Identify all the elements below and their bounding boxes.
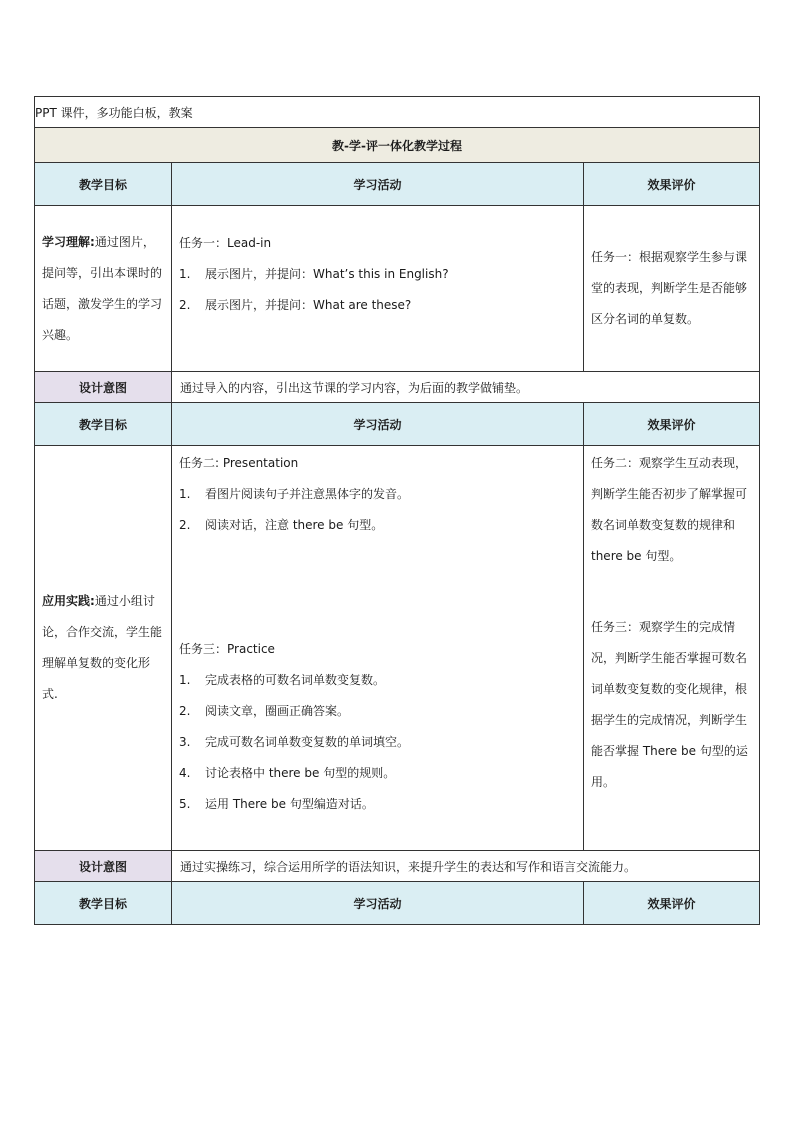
section1-goal-label: 学习理解: xyxy=(42,234,95,249)
intent2-label: 设计意图 xyxy=(35,851,172,882)
section2-goal-text: 应用实践:通过小组讨论，合作交流，学生能理解单复数的变化形式. xyxy=(42,594,163,701)
task2-title: 任务二: Presentation xyxy=(179,456,299,470)
task1-step-2: 2. 展示图片，并提问：What are these? xyxy=(179,298,412,312)
task2-step-2: 2. 阅读对话，注意 there be 句型。 xyxy=(179,518,384,532)
evaluation-gap xyxy=(591,572,752,612)
banner-title: 教-学-评一体化教学过程 xyxy=(35,128,760,163)
task2-step-1: 1. 看图片阅读句子并注意黑体字的发音。 xyxy=(179,487,410,501)
header-goal: 教学目标 xyxy=(35,163,172,206)
header-row-2 xyxy=(35,403,760,446)
task3-step-5: 5. 运用 There be 句型编造对话。 xyxy=(179,797,374,811)
materials-row xyxy=(35,97,760,128)
header-evaluation: 效果评价 xyxy=(584,403,760,446)
header-goal: 教学目标 xyxy=(35,403,172,446)
lesson-table xyxy=(34,96,760,925)
intent1-text: 通过导入的内容，引出这节课的学习内容，为后面的教学做铺垫。 xyxy=(172,372,760,403)
intent1-label: 设计意图 xyxy=(35,372,172,403)
task3-step-4: 4. 讨论表格中 there be 句型的规则。 xyxy=(179,766,396,780)
task1-step-1: 1. 展示图片，并提问：What’s this in English? xyxy=(179,267,449,281)
header-evaluation: 效果评价 xyxy=(584,882,760,925)
section2-evaluation3-text: 任务三：观察学生的完成情况，判断学生能否掌握可数名词单数变复数的变化规律，根据学生的完成情况，判断学生能否掌握 There be 句型的运用。 xyxy=(591,620,748,789)
section1-goal-text: 学习理解:通过图片，提问等，引出本课时的话题，激发学生的学习兴趣。 xyxy=(42,234,163,342)
section1-goal xyxy=(35,206,172,372)
header-row-3 xyxy=(35,882,760,925)
materials-cell: PPT 课件，多功能白板，教案 xyxy=(35,97,760,128)
task3-title: 任务三：Practice xyxy=(179,642,275,656)
task3-step-1: 1. 完成表格的可数名词单数变复数。 xyxy=(179,673,386,687)
task3-step-2: 2. 阅读文章，圈画正确答案。 xyxy=(179,704,350,718)
section2-evaluation xyxy=(584,446,760,851)
header-goal: 教学目标 xyxy=(35,882,172,925)
section2-goal-label: 应用实践: xyxy=(42,594,95,608)
section1-evaluation-text: 任务一：根据观察学生参与课堂的表现，判断学生是否能够区分名词的单复数。 xyxy=(591,250,748,326)
banner-row xyxy=(35,128,760,163)
section2-row xyxy=(35,446,760,851)
task1-title: 任务一：Lead-in xyxy=(179,236,272,250)
section2-goal xyxy=(35,446,172,851)
section1-activity xyxy=(172,206,584,372)
task3-step-3: 3. 完成可数名词单数变复数的单词填空。 xyxy=(179,735,410,749)
header-activity: 学习活动 xyxy=(172,163,584,206)
section2-evaluation2-text: 任务二：观察学生互动表现，判断学生能否初步了解掌握可数名词单数变复数的规律和 there be 句型。 xyxy=(591,456,748,563)
intent2-text: 通过实操练习，综合运用所学的语法知识，来提升学生的表达和写作和语言交流能力。 xyxy=(172,851,760,882)
section1-row xyxy=(35,206,760,372)
section1-evaluation xyxy=(584,206,760,372)
header-row-1 xyxy=(35,163,760,206)
activity-gap xyxy=(179,541,576,634)
section2-activity xyxy=(172,446,584,851)
intent1-row xyxy=(35,372,760,403)
header-activity: 学习活动 xyxy=(172,882,584,925)
intent2-row xyxy=(35,851,760,882)
header-activity: 学习活动 xyxy=(172,403,584,446)
header-evaluation: 效果评价 xyxy=(584,163,760,206)
